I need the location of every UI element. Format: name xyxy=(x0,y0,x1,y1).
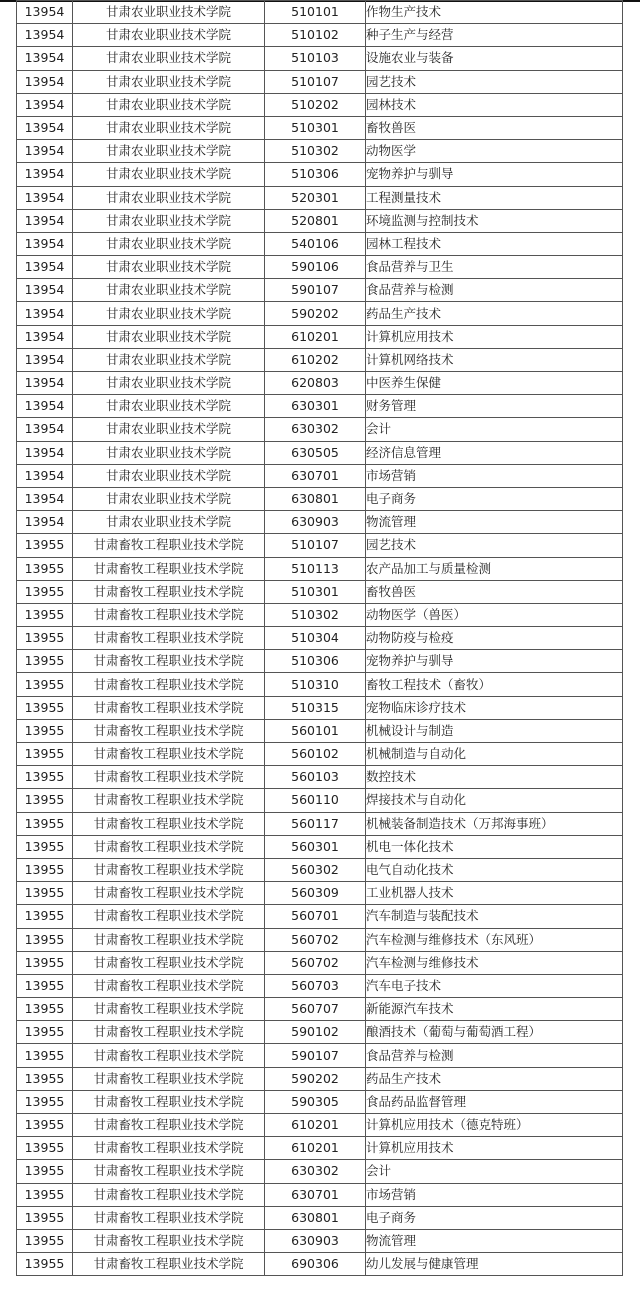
school-code-cell: 13955 xyxy=(17,650,73,673)
school-name-cell: 甘肃畜牧工程职业技术学院 xyxy=(73,858,265,881)
major-code-cell: 590202 xyxy=(265,302,366,325)
major-name-cell: 动物医学（兽医） xyxy=(366,603,623,626)
major-code-cell: 610201 xyxy=(265,1114,366,1137)
major-name-cell: 汽车检测与维修技术（东风班） xyxy=(366,928,623,951)
major-name-cell: 电子商务 xyxy=(366,487,623,510)
major-code-cell: 630701 xyxy=(265,464,366,487)
major-code-cell: 560309 xyxy=(265,882,366,905)
major-code-cell: 510113 xyxy=(265,557,366,580)
table-row xyxy=(17,372,623,395)
school-code-cell: 13955 xyxy=(17,1090,73,1113)
major-code-cell: 630903 xyxy=(265,511,366,534)
major-name-cell: 财务管理 xyxy=(366,395,623,418)
table-row xyxy=(17,603,623,626)
table-row xyxy=(17,835,623,858)
major-code-cell: 560703 xyxy=(265,974,366,997)
school-code-cell: 13954 xyxy=(17,232,73,255)
table-row xyxy=(17,789,623,812)
table-row xyxy=(17,627,623,650)
major-code-cell: 560101 xyxy=(265,719,366,742)
school-code-cell: 13954 xyxy=(17,47,73,70)
school-name-cell: 甘肃畜牧工程职业技术学院 xyxy=(73,835,265,858)
major-code-cell: 610202 xyxy=(265,348,366,371)
major-code-cell: 630801 xyxy=(265,1206,366,1229)
school-name-cell: 甘肃农业职业技术学院 xyxy=(73,116,265,139)
table-row xyxy=(17,557,623,580)
school-name-cell: 甘肃畜牧工程职业技术学院 xyxy=(73,743,265,766)
table-row xyxy=(17,1090,623,1113)
school-name-cell: 甘肃农业职业技术学院 xyxy=(73,70,265,93)
major-code-cell: 510304 xyxy=(265,627,366,650)
major-code-cell: 590107 xyxy=(265,1044,366,1067)
table-row xyxy=(17,998,623,1021)
school-name-cell: 甘肃畜牧工程职业技术学院 xyxy=(73,928,265,951)
school-name-cell: 甘肃畜牧工程职业技术学院 xyxy=(73,1206,265,1229)
major-name-cell: 动物防疫与检疫 xyxy=(366,627,623,650)
major-code-cell: 510101 xyxy=(265,1,366,24)
major-name-cell: 园林工程技术 xyxy=(366,232,623,255)
school-code-cell: 13954 xyxy=(17,302,73,325)
table-row xyxy=(17,580,623,603)
majors-table-body xyxy=(17,1,623,1276)
major-name-cell: 药品生产技术 xyxy=(366,1067,623,1090)
major-code-cell: 690306 xyxy=(265,1253,366,1276)
major-code-cell: 510315 xyxy=(265,696,366,719)
table-row xyxy=(17,279,623,302)
table-row xyxy=(17,905,623,928)
major-name-cell: 新能源汽车技术 xyxy=(366,998,623,1021)
major-name-cell: 食品营养与检测 xyxy=(366,1044,623,1067)
major-name-cell: 药品生产技术 xyxy=(366,302,623,325)
school-name-cell: 甘肃畜牧工程职业技术学院 xyxy=(73,1160,265,1183)
school-code-cell: 13954 xyxy=(17,348,73,371)
school-code-cell: 13954 xyxy=(17,24,73,47)
school-code-cell: 13955 xyxy=(17,789,73,812)
school-code-cell: 13955 xyxy=(17,673,73,696)
table-row xyxy=(17,232,623,255)
school-code-cell: 13954 xyxy=(17,325,73,348)
school-code-cell: 13955 xyxy=(17,974,73,997)
school-code-cell: 13955 xyxy=(17,766,73,789)
school-code-cell: 13955 xyxy=(17,580,73,603)
major-code-cell: 630903 xyxy=(265,1229,366,1252)
school-name-cell: 甘肃畜牧工程职业技术学院 xyxy=(73,1114,265,1137)
major-code-cell: 630302 xyxy=(265,418,366,441)
school-name-cell: 甘肃畜牧工程职业技术学院 xyxy=(73,1229,265,1252)
school-code-cell: 13954 xyxy=(17,441,73,464)
school-name-cell: 甘肃畜牧工程职业技术学院 xyxy=(73,974,265,997)
major-name-cell: 农产品加工与质量检测 xyxy=(366,557,623,580)
table-row xyxy=(17,1253,623,1276)
school-code-cell: 13955 xyxy=(17,998,73,1021)
table-row xyxy=(17,1067,623,1090)
school-name-cell: 甘肃畜牧工程职业技术学院 xyxy=(73,650,265,673)
table-row xyxy=(17,70,623,93)
table-row xyxy=(17,1021,623,1044)
table-row xyxy=(17,93,623,116)
school-code-cell: 13955 xyxy=(17,1067,73,1090)
major-name-cell: 畜牧兽医 xyxy=(366,580,623,603)
school-name-cell: 甘肃畜牧工程职业技术学院 xyxy=(73,789,265,812)
school-name-cell: 甘肃农业职业技术学院 xyxy=(73,302,265,325)
major-code-cell: 510306 xyxy=(265,650,366,673)
school-name-cell: 甘肃畜牧工程职业技术学院 xyxy=(73,1021,265,1044)
school-name-cell: 甘肃农业职业技术学院 xyxy=(73,487,265,510)
table-row xyxy=(17,951,623,974)
table-row xyxy=(17,1137,623,1160)
school-name-cell: 甘肃畜牧工程职业技术学院 xyxy=(73,1183,265,1206)
major-code-cell: 590305 xyxy=(265,1090,366,1113)
table-row xyxy=(17,1114,623,1137)
school-code-cell: 13955 xyxy=(17,557,73,580)
table-row xyxy=(17,47,623,70)
major-name-cell: 物流管理 xyxy=(366,1229,623,1252)
school-name-cell: 甘肃畜牧工程职业技术学院 xyxy=(73,1090,265,1113)
major-code-cell: 510301 xyxy=(265,580,366,603)
school-name-cell: 甘肃农业职业技术学院 xyxy=(73,441,265,464)
table-row xyxy=(17,256,623,279)
major-code-cell: 510107 xyxy=(265,534,366,557)
table-row xyxy=(17,1044,623,1067)
school-code-cell: 13954 xyxy=(17,116,73,139)
table-row xyxy=(17,696,623,719)
school-code-cell: 13955 xyxy=(17,1229,73,1252)
table-row xyxy=(17,1206,623,1229)
table-row xyxy=(17,209,623,232)
major-name-cell: 机电一体化技术 xyxy=(366,835,623,858)
major-name-cell: 计算机应用技术 xyxy=(366,325,623,348)
school-name-cell: 甘肃畜牧工程职业技术学院 xyxy=(73,557,265,580)
major-code-cell: 610201 xyxy=(265,1137,366,1160)
school-code-cell: 13955 xyxy=(17,928,73,951)
major-code-cell: 560117 xyxy=(265,812,366,835)
school-name-cell: 甘肃畜牧工程职业技术学院 xyxy=(73,766,265,789)
school-name-cell: 甘肃畜牧工程职业技术学院 xyxy=(73,882,265,905)
major-code-cell: 630701 xyxy=(265,1183,366,1206)
major-name-cell: 环境监测与控制技术 xyxy=(366,209,623,232)
school-code-cell: 13955 xyxy=(17,1206,73,1229)
major-name-cell: 汽车电子技术 xyxy=(366,974,623,997)
school-code-cell: 13955 xyxy=(17,1137,73,1160)
table-row xyxy=(17,974,623,997)
major-code-cell: 560701 xyxy=(265,905,366,928)
table-row xyxy=(17,116,623,139)
school-code-cell: 13954 xyxy=(17,163,73,186)
major-name-cell: 工业机器人技术 xyxy=(366,882,623,905)
major-name-cell: 机械设计与制造 xyxy=(366,719,623,742)
school-name-cell: 甘肃农业职业技术学院 xyxy=(73,511,265,534)
major-name-cell: 酿酒技术（葡萄与葡萄酒工程） xyxy=(366,1021,623,1044)
major-name-cell: 园艺技术 xyxy=(366,534,623,557)
major-name-cell: 计算机应用技术（德克特班） xyxy=(366,1114,623,1137)
school-code-cell: 13955 xyxy=(17,858,73,881)
school-code-cell: 13954 xyxy=(17,186,73,209)
major-code-cell: 510107 xyxy=(265,70,366,93)
major-code-cell: 510202 xyxy=(265,93,366,116)
school-name-cell: 甘肃畜牧工程职业技术学院 xyxy=(73,696,265,719)
table-row xyxy=(17,464,623,487)
major-name-cell: 机械装备制造技术（万邦海事班） xyxy=(366,812,623,835)
major-name-cell: 种子生产与经营 xyxy=(366,24,623,47)
school-code-cell: 13955 xyxy=(17,1021,73,1044)
school-name-cell: 甘肃畜牧工程职业技术学院 xyxy=(73,627,265,650)
table-row xyxy=(17,395,623,418)
school-name-cell: 甘肃畜牧工程职业技术学院 xyxy=(73,998,265,1021)
major-name-cell: 机械制造与自动化 xyxy=(366,743,623,766)
table-row xyxy=(17,163,623,186)
major-name-cell: 中医养生保健 xyxy=(366,372,623,395)
school-name-cell: 甘肃农业职业技术学院 xyxy=(73,1,265,24)
major-code-cell: 590202 xyxy=(265,1067,366,1090)
major-code-cell: 510302 xyxy=(265,140,366,163)
school-name-cell: 甘肃农业职业技术学院 xyxy=(73,140,265,163)
school-code-cell: 13954 xyxy=(17,1,73,24)
table-row xyxy=(17,325,623,348)
major-code-cell: 560110 xyxy=(265,789,366,812)
school-code-cell: 13955 xyxy=(17,743,73,766)
major-code-cell: 590106 xyxy=(265,256,366,279)
table-row xyxy=(17,418,623,441)
school-name-cell: 甘肃农业职业技术学院 xyxy=(73,372,265,395)
school-name-cell: 甘肃畜牧工程职业技术学院 xyxy=(73,905,265,928)
major-name-cell: 畜牧兽医 xyxy=(366,116,623,139)
major-name-cell: 幼儿发展与健康管理 xyxy=(366,1253,623,1276)
school-name-cell: 甘肃畜牧工程职业技术学院 xyxy=(73,812,265,835)
table-row xyxy=(17,534,623,557)
table-row xyxy=(17,441,623,464)
major-code-cell: 510103 xyxy=(265,47,366,70)
major-name-cell: 焊接技术与自动化 xyxy=(366,789,623,812)
major-name-cell: 汽车检测与维修技术 xyxy=(366,951,623,974)
table-row xyxy=(17,24,623,47)
table-row xyxy=(17,140,623,163)
school-code-cell: 13954 xyxy=(17,395,73,418)
major-name-cell: 宠物养护与驯导 xyxy=(366,163,623,186)
major-name-cell: 园林技术 xyxy=(366,93,623,116)
school-name-cell: 甘肃农业职业技术学院 xyxy=(73,93,265,116)
school-code-cell: 13955 xyxy=(17,719,73,742)
school-code-cell: 13955 xyxy=(17,1044,73,1067)
major-code-cell: 520801 xyxy=(265,209,366,232)
school-name-cell: 甘肃农业职业技术学院 xyxy=(73,395,265,418)
table-row xyxy=(17,673,623,696)
major-name-cell: 计算机网络技术 xyxy=(366,348,623,371)
school-code-cell: 13954 xyxy=(17,487,73,510)
school-name-cell: 甘肃畜牧工程职业技术学院 xyxy=(73,951,265,974)
major-name-cell: 食品药品监督管理 xyxy=(366,1090,623,1113)
school-code-cell: 13954 xyxy=(17,70,73,93)
major-name-cell: 物流管理 xyxy=(366,511,623,534)
table-row xyxy=(17,1160,623,1183)
school-name-cell: 甘肃农业职业技术学院 xyxy=(73,325,265,348)
major-name-cell: 园艺技术 xyxy=(366,70,623,93)
major-code-cell: 560103 xyxy=(265,766,366,789)
school-code-cell: 13955 xyxy=(17,1253,73,1276)
school-name-cell: 甘肃畜牧工程职业技术学院 xyxy=(73,673,265,696)
major-code-cell: 560702 xyxy=(265,951,366,974)
table-row xyxy=(17,1183,623,1206)
major-name-cell: 宠物养护与驯导 xyxy=(366,650,623,673)
major-code-cell: 590102 xyxy=(265,1021,366,1044)
school-code-cell: 13954 xyxy=(17,140,73,163)
school-name-cell: 甘肃畜牧工程职业技术学院 xyxy=(73,1044,265,1067)
school-code-cell: 13955 xyxy=(17,905,73,928)
major-code-cell: 560102 xyxy=(265,743,366,766)
major-name-cell: 电气自动化技术 xyxy=(366,858,623,881)
table-row xyxy=(17,743,623,766)
major-code-cell: 630801 xyxy=(265,487,366,510)
school-name-cell: 甘肃农业职业技术学院 xyxy=(73,209,265,232)
table-row xyxy=(17,186,623,209)
major-name-cell: 会计 xyxy=(366,1160,623,1183)
school-name-cell: 甘肃畜牧工程职业技术学院 xyxy=(73,580,265,603)
school-name-cell: 甘肃畜牧工程职业技术学院 xyxy=(73,603,265,626)
major-name-cell: 电子商务 xyxy=(366,1206,623,1229)
major-code-cell: 510306 xyxy=(265,163,366,186)
school-code-cell: 13954 xyxy=(17,464,73,487)
school-name-cell: 甘肃农业职业技术学院 xyxy=(73,47,265,70)
school-name-cell: 甘肃畜牧工程职业技术学院 xyxy=(73,1253,265,1276)
major-name-cell: 经济信息管理 xyxy=(366,441,623,464)
school-name-cell: 甘肃农业职业技术学院 xyxy=(73,186,265,209)
school-code-cell: 13955 xyxy=(17,696,73,719)
table-row xyxy=(17,812,623,835)
major-code-cell: 560702 xyxy=(265,928,366,951)
major-name-cell: 设施农业与装备 xyxy=(366,47,623,70)
major-code-cell: 540106 xyxy=(265,232,366,255)
major-code-cell: 520301 xyxy=(265,186,366,209)
major-code-cell: 510102 xyxy=(265,24,366,47)
major-name-cell: 畜牧工程技术（畜牧） xyxy=(366,673,623,696)
school-code-cell: 13954 xyxy=(17,511,73,534)
major-name-cell: 宠物临床诊疗技术 xyxy=(366,696,623,719)
school-code-cell: 13954 xyxy=(17,279,73,302)
table-row xyxy=(17,650,623,673)
school-code-cell: 13955 xyxy=(17,627,73,650)
school-name-cell: 甘肃农业职业技术学院 xyxy=(73,163,265,186)
major-code-cell: 560302 xyxy=(265,858,366,881)
school-code-cell: 13954 xyxy=(17,372,73,395)
major-code-cell: 630302 xyxy=(265,1160,366,1183)
table-row xyxy=(17,1229,623,1252)
major-name-cell: 动物医学 xyxy=(366,140,623,163)
school-code-cell: 13954 xyxy=(17,209,73,232)
major-code-cell: 630301 xyxy=(265,395,366,418)
major-code-cell: 630505 xyxy=(265,441,366,464)
table-row xyxy=(17,302,623,325)
major-name-cell: 市场营销 xyxy=(366,464,623,487)
school-name-cell: 甘肃农业职业技术学院 xyxy=(73,279,265,302)
table-row xyxy=(17,487,623,510)
school-code-cell: 13954 xyxy=(17,256,73,279)
major-code-cell: 560301 xyxy=(265,835,366,858)
majors-table xyxy=(16,0,623,1276)
table-row xyxy=(17,928,623,951)
major-code-cell: 510310 xyxy=(265,673,366,696)
major-code-cell: 510302 xyxy=(265,603,366,626)
table-row xyxy=(17,511,623,534)
school-name-cell: 甘肃农业职业技术学院 xyxy=(73,464,265,487)
major-name-cell: 食品营养与卫生 xyxy=(366,256,623,279)
table-row xyxy=(17,1,623,24)
school-code-cell: 13955 xyxy=(17,1114,73,1137)
school-code-cell: 13955 xyxy=(17,882,73,905)
major-name-cell: 汽车制造与装配技术 xyxy=(366,905,623,928)
school-code-cell: 13955 xyxy=(17,1160,73,1183)
major-code-cell: 560707 xyxy=(265,998,366,1021)
table-row xyxy=(17,858,623,881)
school-name-cell: 甘肃畜牧工程职业技术学院 xyxy=(73,534,265,557)
school-code-cell: 13955 xyxy=(17,603,73,626)
major-name-cell: 作物生产技术 xyxy=(366,1,623,24)
school-name-cell: 甘肃农业职业技术学院 xyxy=(73,232,265,255)
school-name-cell: 甘肃畜牧工程职业技术学院 xyxy=(73,1067,265,1090)
school-code-cell: 13955 xyxy=(17,951,73,974)
major-name-cell: 会计 xyxy=(366,418,623,441)
school-code-cell: 13955 xyxy=(17,812,73,835)
table-row xyxy=(17,766,623,789)
school-name-cell: 甘肃农业职业技术学院 xyxy=(73,348,265,371)
school-name-cell: 甘肃农业职业技术学院 xyxy=(73,418,265,441)
school-code-cell: 13955 xyxy=(17,835,73,858)
major-name-cell: 食品营养与检测 xyxy=(366,279,623,302)
major-name-cell: 工程测量技术 xyxy=(366,186,623,209)
major-name-cell: 计算机应用技术 xyxy=(366,1137,623,1160)
major-code-cell: 510301 xyxy=(265,116,366,139)
major-name-cell: 市场营销 xyxy=(366,1183,623,1206)
school-name-cell: 甘肃农业职业技术学院 xyxy=(73,256,265,279)
school-name-cell: 甘肃畜牧工程职业技术学院 xyxy=(73,1137,265,1160)
school-name-cell: 甘肃农业职业技术学院 xyxy=(73,24,265,47)
major-code-cell: 610201 xyxy=(265,325,366,348)
school-code-cell: 13955 xyxy=(17,534,73,557)
table-row xyxy=(17,882,623,905)
school-code-cell: 13955 xyxy=(17,1183,73,1206)
school-name-cell: 甘肃畜牧工程职业技术学院 xyxy=(73,719,265,742)
school-code-cell: 13954 xyxy=(17,93,73,116)
major-name-cell: 数控技术 xyxy=(366,766,623,789)
school-code-cell: 13954 xyxy=(17,418,73,441)
table-row xyxy=(17,348,623,371)
major-code-cell: 620803 xyxy=(265,372,366,395)
major-code-cell: 590107 xyxy=(265,279,366,302)
table-row xyxy=(17,719,623,742)
